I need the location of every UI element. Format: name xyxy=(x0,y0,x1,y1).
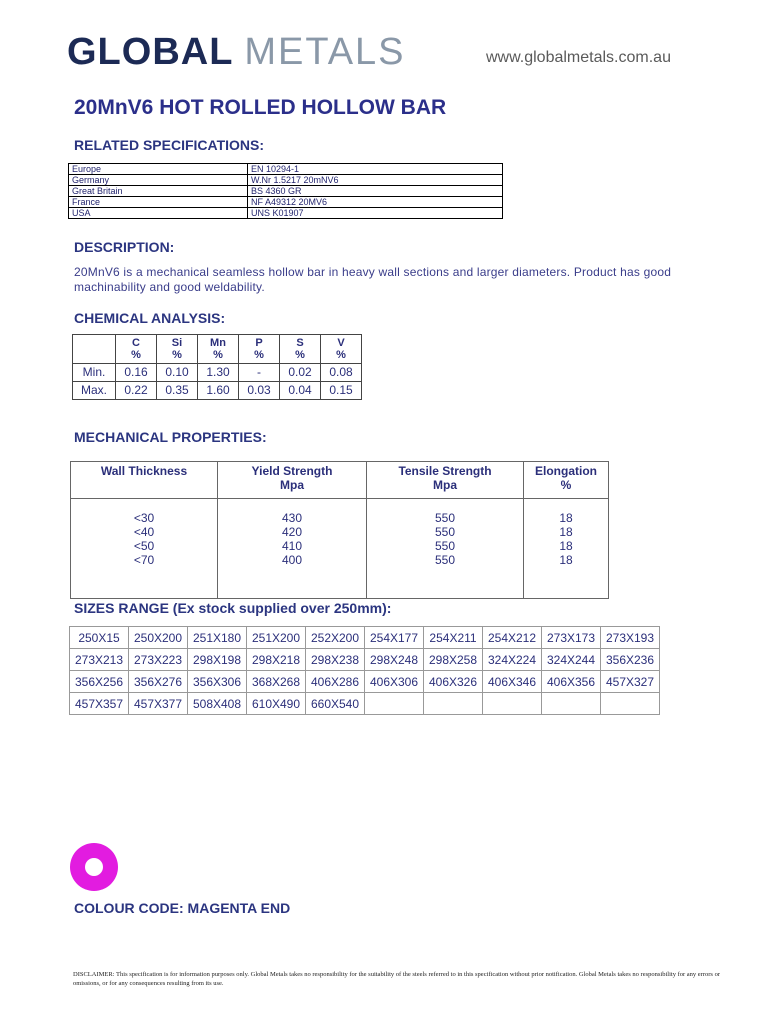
chem-value-cell: 1.60 xyxy=(198,382,239,400)
logo-global-text: GLOBAL xyxy=(67,31,233,73)
mechanical-properties-table xyxy=(70,461,609,599)
mech-header-cell xyxy=(71,462,218,499)
company-logo xyxy=(67,30,406,74)
mech-value-cell xyxy=(524,499,609,599)
logo-metals-text: METALS xyxy=(244,31,406,73)
size-cell: 252X200 xyxy=(306,627,365,649)
mech-header-line: Tensile Strength xyxy=(398,464,492,478)
size-cell: 356X236 xyxy=(601,649,660,671)
size-cell: 406X326 xyxy=(424,671,483,693)
mech-header-cell xyxy=(367,462,524,499)
mech-value: 18 xyxy=(559,539,573,553)
mech-value: 550 xyxy=(434,539,456,553)
chem-value-cell: 0.08 xyxy=(321,364,362,382)
size-cell: 356X306 xyxy=(188,671,247,693)
mech-value-cell xyxy=(218,499,367,599)
chem-element-unit: % xyxy=(295,349,305,361)
sizes-row xyxy=(70,671,660,693)
mech-value: 550 xyxy=(434,525,456,539)
chem-row xyxy=(73,382,362,400)
chemical-analysis-table xyxy=(72,334,362,400)
size-cell: 254X211 xyxy=(424,627,483,649)
spec-standard-cell: NF A49312 20MV6 xyxy=(248,197,503,208)
chem-element-header xyxy=(116,335,157,364)
size-cell: 251X180 xyxy=(188,627,247,649)
mech-value: 400 xyxy=(281,553,303,567)
size-cell: 251X200 xyxy=(247,627,306,649)
chem-row-label: Max. xyxy=(73,382,116,400)
size-cell xyxy=(483,693,542,715)
chem-value-cell: 0.22 xyxy=(116,382,157,400)
spec-country-cell: Great Britain xyxy=(69,186,248,197)
size-cell: 250X200 xyxy=(129,627,188,649)
spec-row xyxy=(69,208,503,219)
mech-header-cell xyxy=(218,462,367,499)
chem-element-unit: % xyxy=(131,349,141,361)
mech-header-line: Wall Thickness xyxy=(100,464,188,478)
sizes-row xyxy=(70,627,660,649)
size-cell: 273X223 xyxy=(129,649,188,671)
mech-header-line: % xyxy=(560,478,572,492)
chem-element-header xyxy=(198,335,239,364)
mech-value: 410 xyxy=(281,539,303,553)
size-cell xyxy=(424,693,483,715)
chem-element-unit: % xyxy=(254,349,264,361)
related-specs-table xyxy=(68,163,503,219)
mech-value: <70 xyxy=(133,553,155,567)
mech-value: 18 xyxy=(559,553,573,567)
spec-row xyxy=(69,175,503,186)
size-cell: 508X408 xyxy=(188,693,247,715)
size-cell: 457X377 xyxy=(129,693,188,715)
size-cell xyxy=(601,693,660,715)
mech-value: 420 xyxy=(281,525,303,539)
size-cell: 457X327 xyxy=(601,671,660,693)
chem-corner-cell xyxy=(73,335,116,364)
spec-country-cell: France xyxy=(69,197,248,208)
chem-row xyxy=(73,364,362,382)
spec-row xyxy=(69,186,503,197)
sizes-row xyxy=(70,693,660,715)
size-cell: 660X540 xyxy=(306,693,365,715)
size-cell: 406X346 xyxy=(483,671,542,693)
size-cell: 298X198 xyxy=(188,649,247,671)
mech-value-cell xyxy=(71,499,218,599)
size-cell: 298X258 xyxy=(424,649,483,671)
description-text: 20MnV6 is a mechanical seamless hollow bar in heavy wall sections and larger diameters. Product has good machinability and good weldability. xyxy=(74,265,672,294)
spec-standard-cell: W.Nr 1.5217 20mNV6 xyxy=(248,175,503,186)
spec-row xyxy=(69,197,503,208)
description-heading: DESCRIPTION: xyxy=(74,239,175,255)
chem-row-label: Min. xyxy=(73,364,116,382)
page-title: 20MnV6 HOT ROLLED HOLLOW BAR xyxy=(74,96,447,119)
mech-value: 430 xyxy=(281,511,303,525)
size-cell: 406X286 xyxy=(306,671,365,693)
size-cell: 254X177 xyxy=(365,627,424,649)
disclaimer-text: DISCLAIMER: This specification is for information purposes only. Global Metals takes no responsibility for the suitability of the steels referred to in this specification without prior notification. Global Metals takes no responsibility for any errors or omissions, or for any consequences resulting from its use. xyxy=(73,971,720,987)
size-cell: 273X213 xyxy=(70,649,129,671)
size-cell: 298X238 xyxy=(306,649,365,671)
size-cell: 273X173 xyxy=(542,627,601,649)
chem-element-symbol: S xyxy=(296,337,304,349)
mech-value: <30 xyxy=(133,511,155,525)
mech-value: 550 xyxy=(434,511,456,525)
mech-value: 18 xyxy=(559,511,573,525)
chem-element-symbol: Si xyxy=(171,337,183,349)
size-cell: 254X212 xyxy=(483,627,542,649)
chem-value-cell: - xyxy=(239,364,280,382)
mech-value: 18 xyxy=(559,525,573,539)
chem-value-cell: 0.15 xyxy=(321,382,362,400)
chem-element-unit: % xyxy=(213,349,223,361)
chem-element-symbol: P xyxy=(255,337,263,349)
size-cell: 406X306 xyxy=(365,671,424,693)
chem-element-symbol: C xyxy=(132,337,140,349)
spec-standard-cell: BS 4360 GR xyxy=(248,186,503,197)
chem-value-cell: 0.03 xyxy=(239,382,280,400)
size-cell: 457X357 xyxy=(70,693,129,715)
chem-value-cell: 0.10 xyxy=(157,364,198,382)
chem-value-cell: 1.30 xyxy=(198,364,239,382)
chem-element-symbol: Mn xyxy=(210,337,226,349)
spec-standard-cell: EN 10294-1 xyxy=(248,164,503,175)
spec-standard-cell: UNS K01907 xyxy=(248,208,503,219)
website-link[interactable]: www.globalmetals.com.au xyxy=(486,49,671,66)
mech-value: <50 xyxy=(133,539,155,553)
size-cell xyxy=(365,693,424,715)
size-cell: 356X276 xyxy=(129,671,188,693)
mech-value-cell xyxy=(367,499,524,599)
chemical-analysis-heading: CHEMICAL ANALYSIS: xyxy=(74,310,226,326)
size-cell: 273X193 xyxy=(601,627,660,649)
chem-element-header xyxy=(239,335,280,364)
chem-element-unit: % xyxy=(172,349,182,361)
mech-header-line: Mpa xyxy=(433,478,457,492)
size-cell: 324X244 xyxy=(542,649,601,671)
mech-header-line: Elongation xyxy=(535,464,597,478)
sizes-range-heading: SIZES RANGE (Ex stock supplied over 250mm): xyxy=(74,600,392,616)
colour-code-heading: COLOUR CODE: MAGENTA END xyxy=(74,900,291,916)
chem-value-cell: 0.35 xyxy=(157,382,198,400)
related-specs-heading: RELATED SPECIFICATIONS: xyxy=(74,137,265,153)
size-cell: 250X15 xyxy=(70,627,129,649)
mech-value: <40 xyxy=(133,525,155,539)
chem-value-cell: 0.04 xyxy=(280,382,321,400)
chem-element-header xyxy=(280,335,321,364)
mech-header-line: Yield Strength xyxy=(251,464,333,478)
mech-value: 550 xyxy=(434,553,456,567)
size-cell: 610X490 xyxy=(247,693,306,715)
mechanical-properties-heading: MECHANICAL PROPERTIES: xyxy=(74,429,267,445)
mech-header-cell xyxy=(524,462,609,499)
mech-header-line: Mpa xyxy=(280,478,304,492)
chem-element-header xyxy=(321,335,362,364)
spec-row xyxy=(69,164,503,175)
size-cell: 298X248 xyxy=(365,649,424,671)
chem-element-unit: % xyxy=(336,349,346,361)
size-cell: 406X356 xyxy=(542,671,601,693)
size-cell: 356X256 xyxy=(70,671,129,693)
size-cell: 324X224 xyxy=(483,649,542,671)
chem-value-cell: 0.16 xyxy=(116,364,157,382)
size-cell: 368X268 xyxy=(247,671,306,693)
size-cell: 298X218 xyxy=(247,649,306,671)
spec-country-cell: Germany xyxy=(69,175,248,186)
chem-element-header xyxy=(157,335,198,364)
chem-element-symbol: V xyxy=(337,337,345,349)
size-cell xyxy=(542,693,601,715)
magenta-colour-ring-icon xyxy=(70,843,118,891)
chem-value-cell: 0.02 xyxy=(280,364,321,382)
sizes-row xyxy=(70,649,660,671)
spec-country-cell: USA xyxy=(69,208,248,219)
spec-country-cell: Europe xyxy=(69,164,248,175)
sizes-range-table xyxy=(69,626,660,715)
